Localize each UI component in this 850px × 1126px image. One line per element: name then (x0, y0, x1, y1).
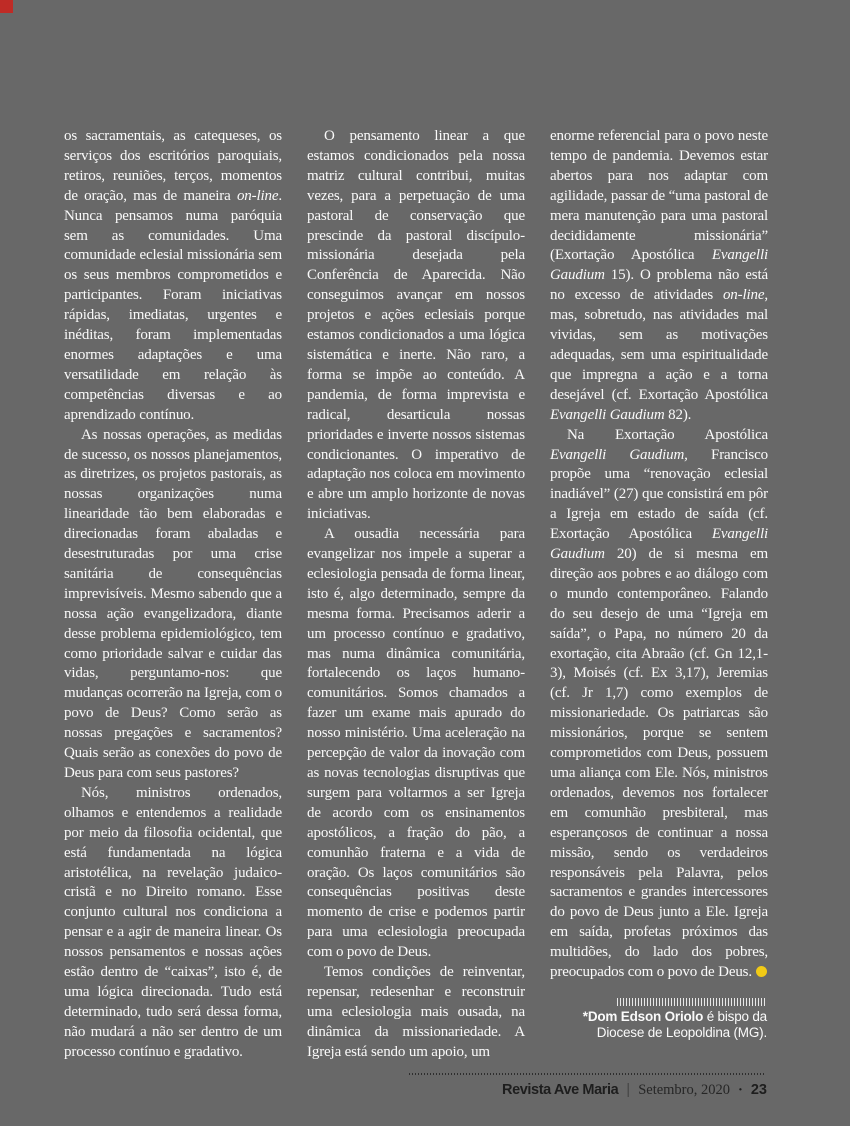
paragraph (64, 127, 282, 426)
footer-bullet: · (738, 1082, 743, 1098)
italic-text: Evangelli Gaudium, (550, 446, 688, 463)
byline-description: Diocese de Leopoldina (MG). (596, 1025, 767, 1040)
paragraph (307, 525, 525, 963)
italic-text: on-line (236, 187, 279, 204)
footer-separator: | (626, 1081, 631, 1098)
body-text: Nós, ministros ordenados, olhamos e entendemos a realidade por meio da filosofia ocidental, que está fundamentada na lógica aristotélica, na revelação judaico-cristã e no Direito romano. Esse conjunto cultural nos condiciona a pensar e a agir de maneira linear. Os nossos pensamentos e nossas ações estão dentro de “caixas”, isto é, de uma lógica direcionada. Tudo está determinado, tudo será dessa forma, não mudará a não ser dentro de um processo contínuo e gradativo. (64, 784, 282, 1060)
issue-date: Setembro, 2020 (638, 1082, 731, 1098)
end-of-article-dot (756, 966, 767, 977)
text-column-1 (64, 127, 282, 1063)
magazine-name: Revista Ave Maria (502, 1082, 619, 1098)
body-text: 82). (664, 406, 692, 423)
footer (502, 1081, 767, 1101)
italic-text: Evangelli Gaudium (550, 526, 768, 563)
body-text: Francisco propõe uma “renovação eclesial inadiável” (27) que consistirá em pôr a Igreja em estado de saída (cf. Exortação Apostólica (550, 446, 768, 543)
byline-author-name: *Dom Edson Oriolo (582, 1009, 704, 1024)
paragraph (64, 784, 282, 1063)
paragraph (64, 426, 282, 784)
body-text: enorme referencial para o povo neste tempo de pandemia. Devemos estar abertos para nos adaptar com agilidade, passar de “uma pastoral de mera manutenção para uma pastoral decididamente missionária” (Exortação Apostólica (550, 128, 768, 264)
byline (537, 998, 767, 1041)
paragraph (307, 963, 525, 1063)
text-column-3 (550, 127, 768, 1063)
body-text: os sacramentais, as catequeses, os serviços dos escritórios paroquiais, retiros, reuniões, terços, momentos de oração, mas de maneira (64, 128, 282, 204)
italic-text: Evangelli Gaudium (550, 247, 768, 284)
body-text: A ousadia necessária para evangelizar nos impele a superar a eclesiologia pensada de forma linear, isto é, algo determinado, sempre da mesma forma. Precisamos aderir a um processo contínuo e gradativo, mas numa dinâmica comunitária, fortalecendo os laços humano-comunitários. Somos chamados a fazer um exame mais apurado do nosso ministério. Uma aceleração na percepção de valor da inovação com as novas tecnologias disruptivas que surgem para voltarmos a ser Igreja de acordo com os ensinamentos apostólicos, a fração do pão, a comunhão fraterna e a vida de oração. Os laços comunitários são consequências positivas deste momento de crise e podemos partir para uma eclesiologia preocupada com o povo de Deus. (307, 526, 525, 961)
italic-text: Evangelli Gaudium (550, 406, 665, 423)
body-text: O pensamento linear a que estamos condicionados pela nossa matriz cultural contribui, muitas vezes, para a perpetuação de uma pastoral de conservação que prescinde da pastoral discípulo-missionária desejada pela Conferência de Aparecida. Não conseguimos avançar em nossos projetos e ações eclesiais porque estamos condicionados a uma lógica sistemática e inerte. Não raro, a forma se impõe ao conteúdo. A pandemia, de forma imprevista e radical, desarticula nossas prioridades e inverte nossos sistemas condicionantes. O imperativo de adaptação nos coloca em movimento e abre um amplo horizonte de novas iniciativas. (307, 128, 525, 523)
body-text: Na Exortação Apostólica (567, 426, 768, 443)
text-column-2 (307, 127, 525, 1063)
text-columns (64, 127, 768, 1063)
body-text: 20) de si mesma em direção aos pobres e ao diálogo com o mundo contemporâneo. Falando do seu desejo de uma “Igreja em saída”, o Papa, no número 20 da exortação, cita Abraão (cf. Gn 12,1-3), Moisés (cf. Ex 3,17), Jeremias (cf. Jr 1,7) como exemplos de missionariedade. Os patriarcas são missionários, porque se sentem comprometidos com Deus, possuem uma aliança com Ele. Nós, ministros ordenados, devemos nos fortalecer em comunhão presbiteral, mas esperançosos de continuar a nossa missão, sendo os verdadeiros responsáveis pela Palavra, pelos sacramentos e grandes intercessores do povo de Deus junto a Ele. Igreja em saída, profetas próximos das multidões, do lado dos pobres, preocupados com o povo de Deus. (550, 546, 768, 981)
paragraph (550, 127, 768, 426)
paragraph (307, 127, 525, 525)
body-text: Temos condições de reinventar, repensar, redesenhar e reconstruir uma eclesiologia mais ousada, na dinâmica da missionariedade. A Igreja está sendo um apoio, um (307, 964, 525, 1060)
body-text: , mas, sobretudo, nas atividades mal vividas, sem as motivações adequadas, sem uma espiritualidade que impregna a ação e a torna desejável (cf. Exortação Apostólica (550, 287, 768, 403)
body-text: . Nunca pensamos numa paróquia sem as comunidades. Uma comunidade eclesial missionária sem os seus membros comprometidos e participantes. Foram iniciativas rápidas, imediatas, urgentes e inéditas, foram implementadas enormes adaptações e uma versatilidade em relação às competências diversas e ao aprendizado contínuo. (64, 187, 282, 423)
byline-text (537, 1009, 767, 1041)
body-text: As nossas operações, as medidas de sucesso, os nossos planejamentos, as diretrizes, os projetos pastorais, as nossas organizações numa linearidade tão bem elaboradas e direcionadas foram abaladas e desestruturadas por uma crise sanitária de consequências imprevisíveis. Mesmo sabendo que a nossa ação evangelizadora, diante desse problema epidemiológico, tem como prioridade salvar e cuidar das vidas, perguntamo-nos: que mudanças ocorrerão na Igreja, com o povo de Deus? Como serão as nossas pregações e sacramentos? Quais serão as conexões do povo de Deus para com seus pastores? (64, 426, 282, 781)
byline-divider (617, 998, 767, 1006)
footer-divider (409, 1073, 766, 1075)
corner-registration-mark (0, 0, 13, 13)
paragraph (550, 426, 768, 983)
byline-description: é bispo da (703, 1009, 767, 1024)
italic-text: on-line (722, 287, 765, 304)
page-number: 23 (750, 1082, 767, 1098)
body-text: 15). O problema não está no excesso de atividades (550, 267, 768, 304)
